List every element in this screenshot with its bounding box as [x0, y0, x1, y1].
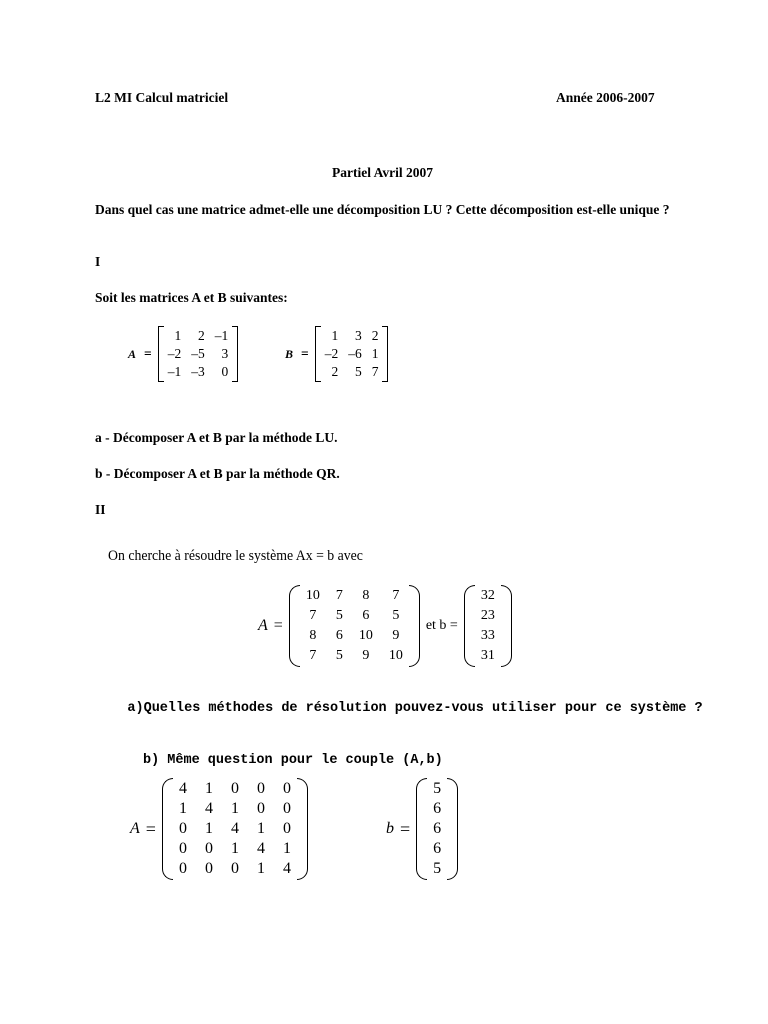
- matrix-cell: 4: [178, 780, 187, 797]
- question-1a: a - Décomposer A et B par la méthode LU.: [95, 430, 338, 445]
- matrix-cell: 6: [433, 800, 442, 817]
- matrix-b-cells: [321, 326, 383, 382]
- matrix-cell: 6: [433, 820, 442, 837]
- vector-b3-label: b: [386, 820, 394, 837]
- matrix-cell: 2: [371, 328, 379, 343]
- matrix-cell: 2: [197, 328, 205, 343]
- matrix-a-1: A = 1 2 –1 –2 –5 3 –1 –3 0: [128, 326, 238, 382]
- matrix-cell: 1: [256, 820, 265, 837]
- matrix-cell: 0: [256, 780, 265, 797]
- matrix-cell: 5: [335, 648, 343, 663]
- matrix-cell: 1: [371, 346, 379, 361]
- matrix-a-3: A = 4 1 0 0 0 1 4 1 0 0 0 1 4 1 0 0 0 1 4 1 0 0 0 1 4: [130, 778, 308, 880]
- question-2b: b) Même question pour le couple (A,b): [143, 753, 443, 768]
- matrix-cell: 7: [309, 648, 317, 663]
- matrix-cell: –5: [191, 346, 205, 361]
- matrix-cell: 0: [282, 780, 291, 797]
- matrix-cell: 7: [309, 608, 317, 623]
- matrix-a-label: A: [128, 346, 137, 361]
- matrix-cell: 9: [392, 628, 400, 643]
- bracket-right: [232, 326, 238, 382]
- paren-right: [297, 778, 308, 880]
- vector-b-cells: [475, 585, 501, 667]
- matrix-cell: 1: [204, 820, 213, 837]
- matrix-cell: 7: [371, 364, 379, 379]
- matrix-cell: 5: [433, 860, 442, 877]
- matrix-a-2: A = 10 7 8 7 7 5 6 5 8 6 10 9 7 5 9 10 et b = 32 23 33 31: [258, 585, 512, 667]
- paren-left: [289, 585, 300, 667]
- matrix-a3-cells: [173, 778, 297, 880]
- matrix-cell: 6: [433, 840, 442, 857]
- matrix-cell: 1: [230, 840, 239, 857]
- question-2a: a)Quelles méthodes de résolution pouvez-vous utiliser pour ce système ?: [127, 701, 703, 716]
- matrix-cell: 6: [335, 628, 343, 643]
- matrix-cell: 5: [354, 364, 362, 379]
- matrix-cell: 5: [392, 608, 400, 623]
- section-2-label: II: [95, 502, 106, 517]
- vector-b-3: b = 5 6 6 6 5: [386, 778, 458, 880]
- matrix-cell: 7: [392, 588, 400, 603]
- matrix-cell: 10: [388, 648, 403, 663]
- matrix-cell: 0: [204, 860, 213, 877]
- matrix-cell: 0: [204, 840, 213, 857]
- matrix-cell: 5: [433, 780, 442, 797]
- matrix-cell: 1: [204, 780, 213, 797]
- matrix-cell: 9: [362, 648, 370, 663]
- paren-left: [162, 778, 173, 880]
- course-title: L2 MI Calcul matriciel: [95, 90, 229, 105]
- paren-right: [501, 585, 512, 667]
- matrix-cell: 10: [305, 588, 320, 603]
- matrix-cell: 3: [221, 346, 229, 361]
- matrix-cell: 10: [358, 628, 373, 643]
- matrix-cell: –1: [167, 364, 182, 379]
- matrix-cell: –2: [324, 346, 339, 361]
- matrix-cell: 1: [230, 800, 239, 817]
- matrix-cell: –3: [191, 364, 205, 379]
- matrix-cell: 7: [335, 588, 343, 603]
- matrix-a-cells: [164, 326, 233, 382]
- paren-right: [447, 778, 458, 880]
- matrix-cell: 0: [178, 840, 187, 857]
- matrix-cell: 1: [256, 860, 265, 877]
- matrix-a2-label: A: [258, 617, 268, 634]
- matrix-b-1: B = 1 3 2 –2 –6 1 2 5 7: [285, 326, 388, 382]
- matrix-cell: 1: [174, 328, 182, 343]
- matrix-cell: 2: [331, 364, 339, 379]
- matrix-cell: –6: [348, 346, 362, 361]
- matrix-cell: 8: [309, 628, 317, 643]
- matrix-cell: 4: [282, 860, 291, 877]
- matrix-cell: 0: [282, 820, 291, 837]
- matrix-cell: 32: [480, 588, 495, 603]
- matrix-cell: 4: [256, 840, 265, 857]
- matrix-cell: 1: [178, 800, 187, 817]
- lu-question: Dans quel cas une matrice admet-elle une décomposition LU ? Cette décomposition est-elle unique ?: [95, 202, 670, 217]
- paren-left: [416, 778, 427, 880]
- vector-b3-cells: [427, 778, 447, 880]
- matrix-cell: 5: [335, 608, 343, 623]
- question-1b: b - Décomposer A et B par la méthode QR.: [95, 466, 340, 481]
- matrix-cell: 1: [282, 840, 291, 857]
- matrix-cell: 8: [362, 588, 370, 603]
- matrix-b-label: B: [285, 346, 294, 361]
- matrix-cell: 0: [256, 800, 265, 817]
- matrix-cell: 33: [480, 628, 495, 643]
- paren-left: [464, 585, 475, 667]
- matrix-cell: 4: [230, 820, 239, 837]
- matrix-cell: 0: [230, 860, 239, 877]
- matrix-a2-cells: [300, 585, 409, 667]
- exam-title: Partiel Avril 2007: [332, 165, 433, 180]
- academic-year: Année 2006-2007: [556, 90, 655, 105]
- matrix-cell: 3: [354, 328, 362, 343]
- matrix-cell: 0: [178, 820, 187, 837]
- section-1-label: I: [95, 254, 101, 269]
- matrix-cell: 0: [221, 364, 229, 379]
- matrix-cell: 31: [480, 648, 495, 663]
- matrix-cell: 0: [230, 780, 239, 797]
- section-1-intro: Soit les matrices A et B suivantes:: [95, 290, 288, 305]
- matrix-cell: 6: [362, 608, 370, 623]
- et-b-label: et b =: [425, 618, 458, 633]
- matrix-cell: 4: [204, 800, 213, 817]
- paren-right: [409, 585, 420, 667]
- matrix-cell: –2: [167, 346, 182, 361]
- matrix-cell: –1: [214, 328, 229, 343]
- matrix-cell: 0: [282, 800, 291, 817]
- matrix-cell: 1: [331, 328, 339, 343]
- matrix-cell: 23: [480, 608, 495, 623]
- matrix-a3-label: A: [130, 820, 140, 837]
- section-2-intro: On cherche à résoudre le système Ax = b avec: [108, 548, 363, 564]
- bracket-right: [382, 326, 388, 382]
- matrix-cell: 0: [178, 860, 187, 877]
